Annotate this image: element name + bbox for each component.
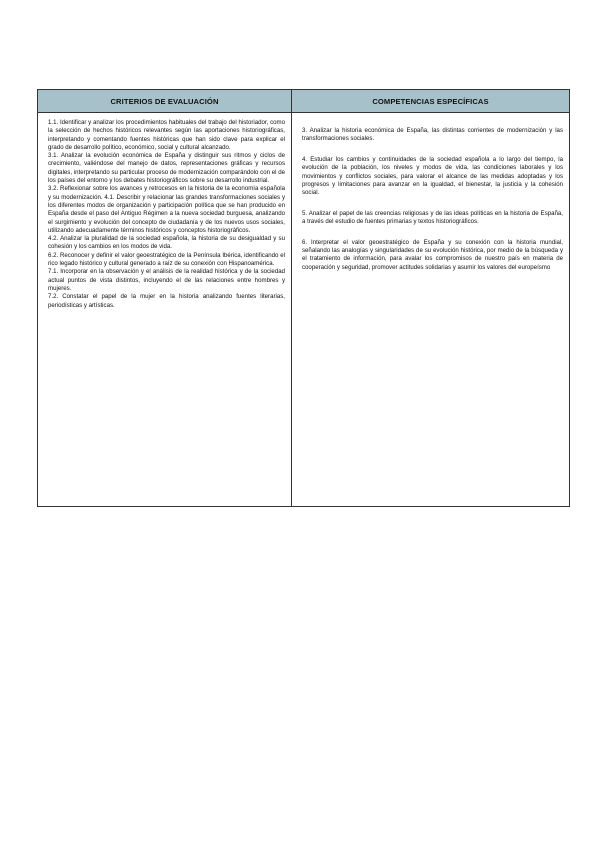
competencia-6: 6. Interpretar el valor geoestratégico de España y su conexión con la historia mundial, señalando las analogías y singularidades de su evolución histórica, por medio de la búsqueda y el tratamiento de información, para avalar los compromisos de nuestro país en materia de cooperación y seguridad, promover actitudes solidarias y asumir los valores del europeísmo <box>302 238 563 271</box>
criterio-4-2: 4.2. Analizar la pluralidad de la sociedad española, la historia de su desigualdad y su cohesión y los cambios en los modos de vida. <box>48 235 285 251</box>
criterio-3-1: 3.1. Analizar la evolución económica de España y distinguir sus ritmos y ciclos de crecimiento, valiéndose del manejo de datos, representaciones gráficas y recursos digitales, interpretando su particular proceso de modernización comparándolo con el de los países del entorno y los debates historiográficos sobre su desarrollo industrial. <box>48 152 285 185</box>
evaluation-table <box>37 89 570 507</box>
criterio-7-1: 7.1. Incorporar en la observación y el análisis de la realidad histórica y de la sociedad actual puntos de vista distintos, incluyendo el de las relaciones entre hombres y mujeres. <box>48 268 285 292</box>
competencia-5: 5. Analizar el papel de las creencias religiosas y de las ideas políticas en la historia de España, a través del estudio de fuentes primarias y textos historiográficos. <box>302 209 563 226</box>
competencias-cell <box>292 113 570 507</box>
criterio-1-1: 1.1. Identificar y analizar los procedimientos habituales del trabajo del historiador, como la selección de hechos históricos relevantes según las aportaciones historiográficas, interpretando y comentando fuentes históricas que han sido clave para explicar el grado de desarrollo político, económico, social y cultural alcanzado. <box>48 119 285 151</box>
competencia-3: 3. Analizar la historia económica de España, las distintas corrientes de modernización y las transformaciones sociales. <box>302 127 563 143</box>
criterios-cell <box>38 113 292 507</box>
criterio-6-2: 6.2. Reconocer y definir el valor geoestratégico de la Península Ibérica, identificando el rico legado histórico y cultural generado a raíz de su conexión con Hispanoamérica. <box>48 251 285 268</box>
competencias-header: COMPETENCIAS ESPECÍFICAS <box>292 90 570 113</box>
criterio-7-2: 7.2. Constatar el papel de la mujer en la historia analizando fuentes literarias, periodísticas y artísticas. <box>48 293 285 309</box>
competencia-4: 4. Estudiar los cambios y continuidades de la sociedad española a lo largo del tiempo, la evolución de la población, los niveles y modos de vida, las condiciones laborales y los movimientos y conflictos sociales, para valorar el alcance de las medidas adoptadas y los progresos y limitaciones para avanzar en la igualdad, el bienestar, la justicia y la cohesión social. <box>302 155 563 197</box>
table-body-row <box>38 113 570 507</box>
criterios-header: CRITERIOS DE EVALUACIÓN <box>38 90 292 113</box>
criterio-3-2-4-1: 3.2. Reflexionar sobre los avances y retrocesos en la historia de la economía española y su modernización. 4.1. Describir y relacionar las grandes transformaciones sociales y los diferentes modos de organización y participación política que se han producido en España desde el paso del Antiguo Régimen a la nueva sociedad burguesa, analizando el surgimiento y evolución del concepto de ciudadanía y de los nuevos usos sociales, utilizando adecuadamente términos históricos y conceptos historiográficos. <box>48 185 285 234</box>
table-header-row <box>38 90 570 113</box>
